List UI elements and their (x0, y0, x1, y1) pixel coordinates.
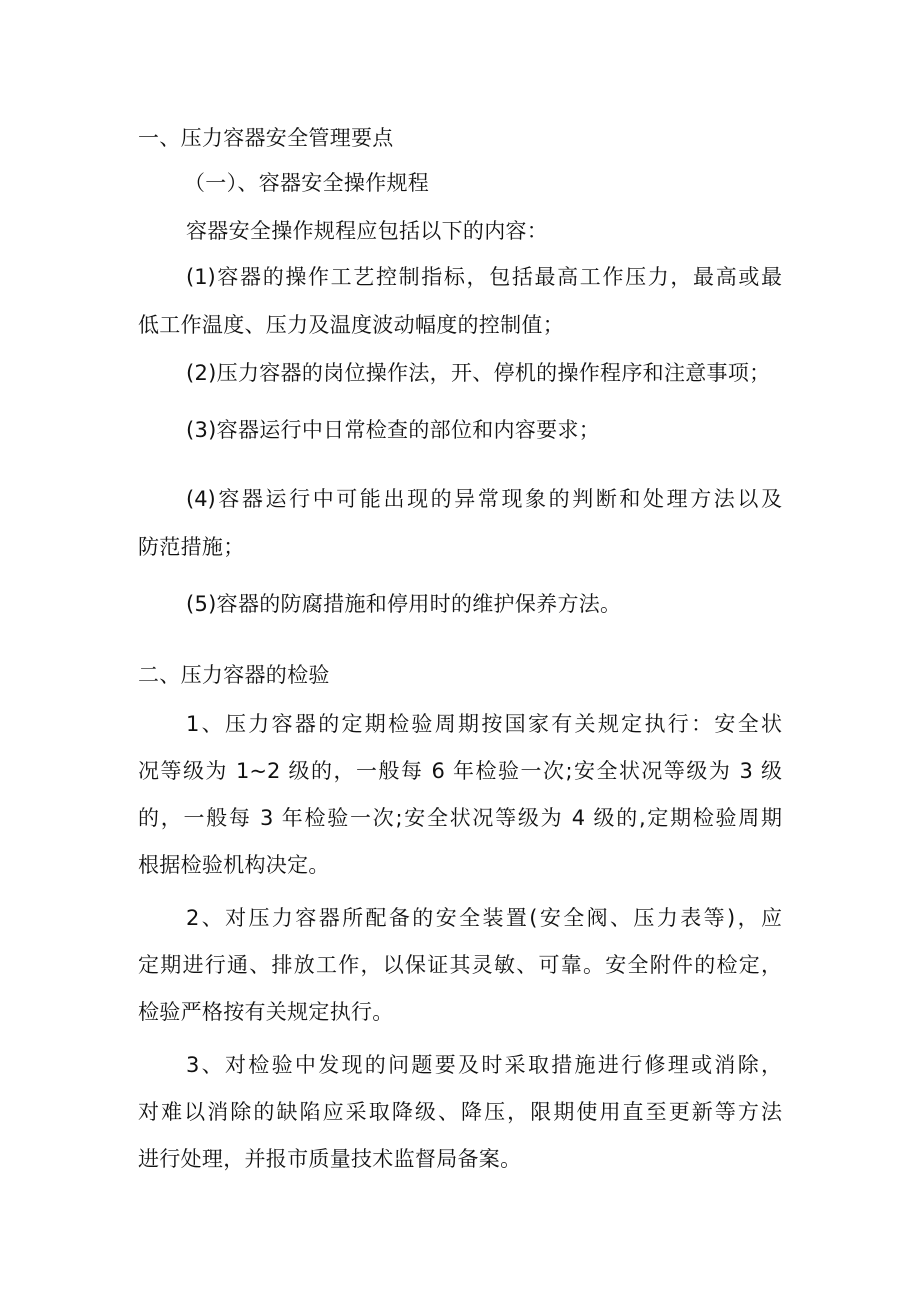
section1-intro: 容器安全操作规程应包括以下的内容： (186, 219, 549, 243)
p2-line3: 检验严格按有关规定执行。 (138, 1000, 394, 1024)
item2: (2)压力容器的岗位操作法，开、停机的操作程序和注意事项； (186, 361, 771, 385)
section1-subheading: （一）、容器安全操作规程 (184, 171, 430, 195)
item5: (5)容器的防腐措施和停用时的维护保养方法。 (186, 592, 622, 616)
p3-line1: 3、对检验中发现的问题要及时采取措施进行修理或消除， (186, 1053, 782, 1077)
section1-heading: 一、压力容器安全管理要点 (138, 126, 394, 150)
p2-line1: 2、对压力容器所配备的安全装置(安全阀、压力表等)，应 (186, 906, 782, 930)
item1-line2: 低工作温度、压力及温度波动幅度的控制值； (138, 313, 564, 337)
item4-line2: 防范措施； (138, 535, 245, 559)
p3-line2: 对难以消除的缺陷应采取降级、降压，限期使用直至更新等方法 (138, 1100, 782, 1124)
item1-line1: (1)容器的操作工艺控制指标，包括最高工作压力，最高或最 (186, 265, 782, 289)
item3: (3)容器运行中日常检查的部位和内容要求； (186, 418, 601, 442)
p3-line3: 进行处理，并报市质量技术监督局备案。 (138, 1147, 522, 1171)
item4-line1: (4)容器运行中可能出现的异常现象的判断和处理方法以及 (186, 487, 782, 511)
p2-line2: 定期进行通、排放工作，以保证其灵敏、可靠。安全附件的检定， (138, 953, 782, 977)
p1-line1: 1、压力容器的定期检验周期按国家有关规定执行：安全状 (186, 712, 782, 736)
p1-line2: 况等级为 1~2 级的，一般每 6 年检验一次;安全状况等级为 3 级 (138, 759, 782, 783)
p1-line3: 的，一般每 3 年检验一次;安全状况等级为 4 级的,定期检验周期 (138, 806, 782, 830)
section2-heading: 二、压力容器的检验 (138, 663, 330, 687)
p1-line4: 根据检验机构决定。 (138, 853, 330, 877)
